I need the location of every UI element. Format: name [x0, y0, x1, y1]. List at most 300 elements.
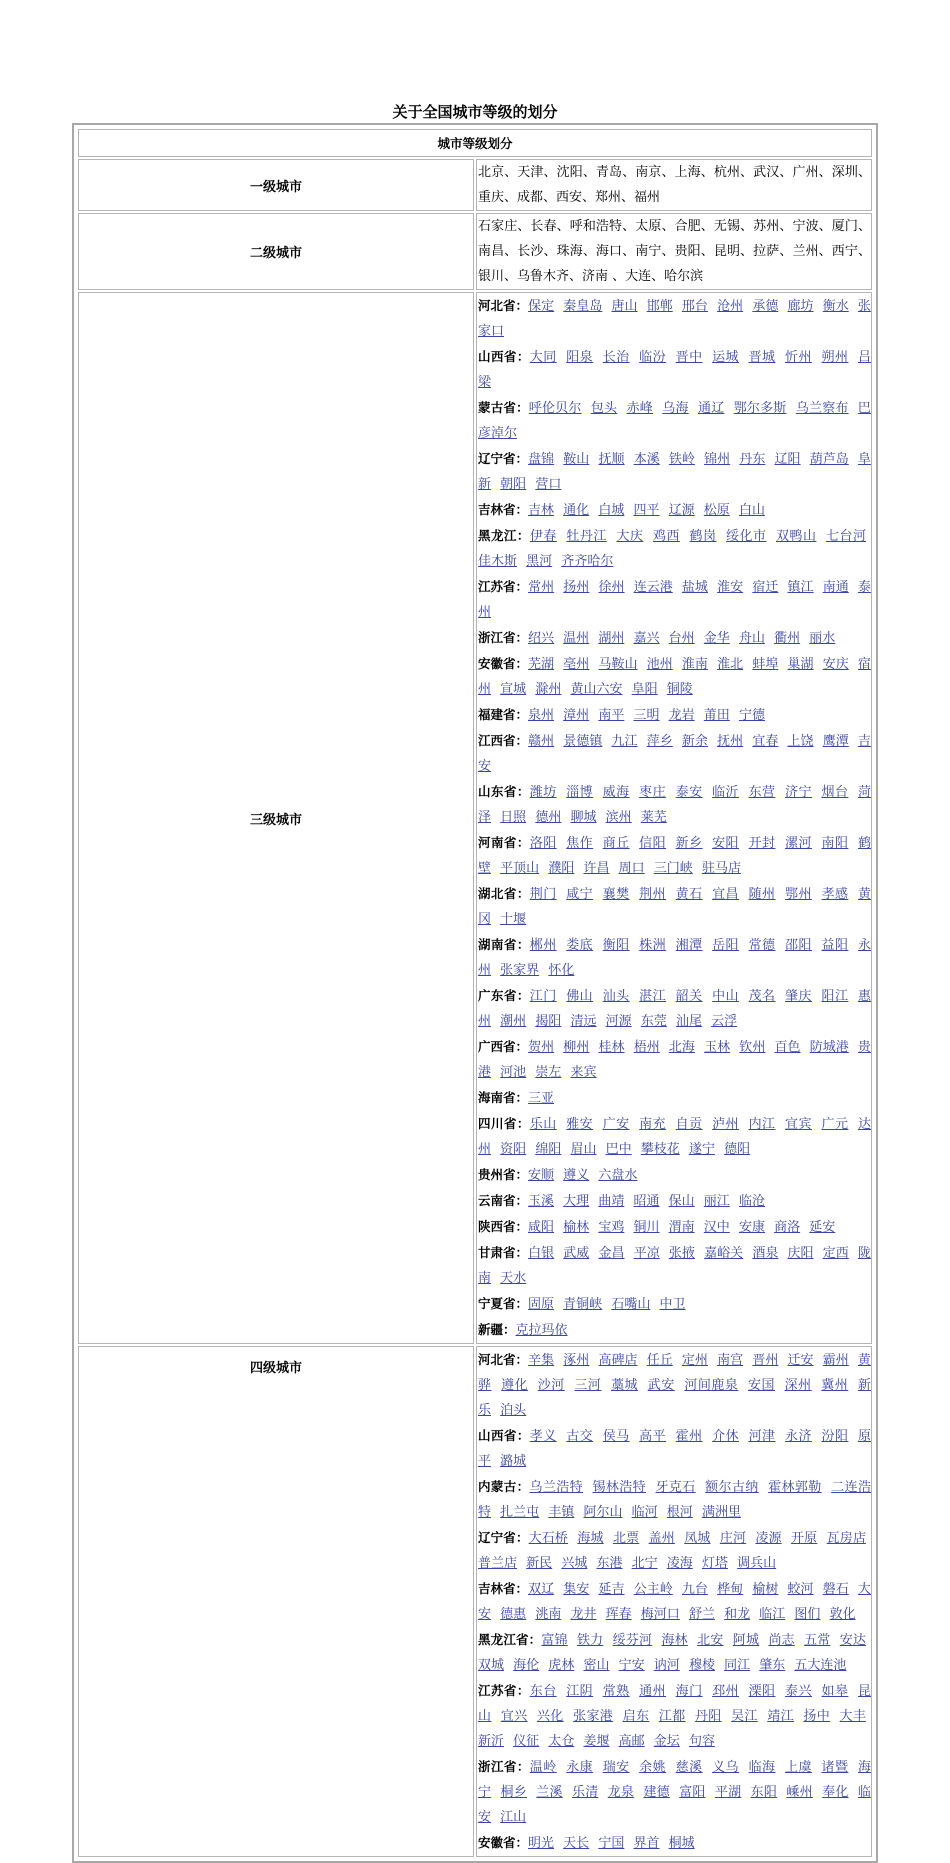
city-link[interactable]: 保定	[528, 299, 555, 314]
city-link[interactable]: 临江	[759, 1607, 786, 1622]
city-link[interactable]: 平湖	[714, 1785, 742, 1800]
city-link[interactable]: 启东	[622, 1709, 650, 1724]
city-link[interactable]: 商洛	[774, 1220, 801, 1235]
city-link[interactable]: 江阴	[566, 1684, 594, 1699]
city-link[interactable]: 邵阳	[785, 938, 812, 953]
city-link[interactable]: 随州	[748, 887, 776, 902]
city-link[interactable]: 安阳	[712, 836, 739, 851]
city-link[interactable]: 磐石	[822, 1582, 849, 1597]
city-link[interactable]: 蚌埠	[752, 657, 779, 672]
city-link[interactable]: 安顺	[528, 1168, 555, 1183]
city-link[interactable]: 高碑店	[598, 1353, 638, 1368]
city-link[interactable]: 平凉	[633, 1246, 660, 1261]
city-link[interactable]: 石嘴山	[611, 1297, 651, 1312]
city-link[interactable]: 桐乡	[500, 1785, 527, 1800]
city-link[interactable]: 鹰潭	[822, 734, 849, 749]
city-link[interactable]: 佛山	[566, 989, 594, 1004]
city-link[interactable]: 泉州	[528, 708, 555, 723]
city-link[interactable]: 五大连池	[794, 1658, 847, 1673]
city-link[interactable]: 葫芦岛	[809, 452, 849, 467]
city-link[interactable]: 大石桥	[528, 1531, 569, 1546]
city-link[interactable]: 临河	[631, 1505, 658, 1520]
city-link[interactable]: 铜川	[633, 1220, 660, 1235]
city-link[interactable]: 淮安	[717, 580, 744, 595]
city-link[interactable]: 冀州	[821, 1378, 849, 1393]
city-link[interactable]: 铁岭	[668, 452, 695, 467]
city-link[interactable]: 陇南	[478, 1246, 871, 1286]
city-link[interactable]: 防城港	[809, 1040, 849, 1055]
city-link[interactable]: 德惠	[500, 1607, 527, 1622]
city-link[interactable]: 咸宁	[566, 887, 594, 902]
city-link[interactable]: 乐清	[572, 1785, 599, 1800]
city-link[interactable]: 衡阳	[602, 938, 630, 953]
city-link[interactable]: 安达	[839, 1633, 866, 1648]
city-link[interactable]: 丰镇	[548, 1505, 575, 1520]
city-link[interactable]: 汕尾	[675, 1014, 702, 1029]
city-link[interactable]: 遂宁	[688, 1142, 715, 1157]
city-link[interactable]: 兰溪	[536, 1785, 563, 1800]
city-link[interactable]: 阿尔山	[583, 1505, 623, 1520]
city-link[interactable]: 天水	[500, 1271, 527, 1286]
city-link[interactable]: 黄山六安	[570, 682, 623, 697]
city-link[interactable]: 景德镇	[563, 734, 603, 749]
city-link[interactable]: 黄冈	[478, 887, 871, 927]
city-link[interactable]: 盘锦	[528, 452, 555, 467]
city-link[interactable]: 昆山	[478, 1684, 871, 1724]
city-link[interactable]: 榆树	[752, 1582, 779, 1597]
city-link[interactable]: 黄骅	[478, 1353, 871, 1393]
city-link[interactable]: 兴化	[536, 1709, 564, 1724]
city-link[interactable]: 青铜峡	[563, 1297, 603, 1312]
city-link[interactable]: 运城	[712, 350, 739, 365]
city-link[interactable]: 马鞍山	[598, 657, 638, 672]
city-link[interactable]: 沧州	[717, 299, 744, 314]
city-link[interactable]: 定西	[822, 1246, 849, 1261]
city-link[interactable]: 娄底	[566, 938, 594, 953]
city-link[interactable]: 高平	[639, 1429, 667, 1444]
city-link[interactable]: 湖州	[598, 631, 625, 646]
city-link[interactable]: 富阳	[679, 1785, 706, 1800]
city-link[interactable]: 晋城	[748, 350, 776, 365]
city-link[interactable]: 扬州	[563, 580, 590, 595]
city-link[interactable]: 姜堰	[583, 1734, 610, 1749]
city-link[interactable]: 鄂州	[785, 887, 812, 902]
city-link[interactable]: 灯塔	[701, 1556, 728, 1571]
city-link[interactable]: 新沂	[478, 1734, 505, 1749]
city-link[interactable]: 巴中	[605, 1142, 632, 1157]
city-link[interactable]: 东营	[748, 785, 776, 800]
city-link[interactable]: 凌海	[666, 1556, 693, 1571]
city-link[interactable]: 贵港	[478, 1040, 871, 1080]
city-link[interactable]: 牙克石	[655, 1480, 696, 1495]
city-link[interactable]: 中卫	[659, 1297, 686, 1312]
city-link[interactable]: 霍林郭勒	[768, 1480, 822, 1495]
city-link[interactable]: 二连浩特	[478, 1480, 871, 1520]
city-link[interactable]: 绥化市	[726, 529, 767, 544]
city-link[interactable]: 白城	[598, 503, 625, 518]
city-link[interactable]: 威海	[602, 785, 630, 800]
city-link[interactable]: 临安	[478, 1785, 871, 1825]
city-link[interactable]: 德阳	[724, 1142, 751, 1157]
city-link[interactable]: 江都	[658, 1709, 686, 1724]
city-link[interactable]: 河津	[748, 1429, 776, 1444]
city-link[interactable]: 龙泉	[607, 1785, 635, 1800]
city-link[interactable]: 清远	[570, 1014, 597, 1029]
city-link[interactable]: 北安	[697, 1633, 724, 1648]
city-link[interactable]: 张家口	[478, 299, 871, 339]
city-link[interactable]: 诸暨	[821, 1760, 849, 1775]
city-link[interactable]: 集安	[563, 1582, 590, 1597]
city-link[interactable]: 锦州	[704, 452, 731, 467]
city-link[interactable]: 昭通	[633, 1194, 660, 1209]
city-link[interactable]: 洛阳	[529, 836, 557, 851]
city-link[interactable]: 菏泽	[478, 785, 871, 825]
city-link[interactable]: 宜昌	[712, 887, 739, 902]
city-link[interactable]: 五常	[804, 1633, 831, 1648]
city-link[interactable]: 锡林浩特	[592, 1480, 647, 1495]
city-link[interactable]: 通辽	[698, 401, 725, 416]
city-link[interactable]: 新乐	[478, 1378, 871, 1418]
city-link[interactable]: 北票	[612, 1531, 640, 1546]
city-link[interactable]: 揭阳	[535, 1014, 562, 1029]
city-link[interactable]: 高邮	[618, 1734, 645, 1749]
city-link[interactable]: 侯马	[602, 1429, 630, 1444]
city-link[interactable]: 三亚	[528, 1091, 555, 1106]
city-link[interactable]: 广安	[602, 1117, 630, 1132]
city-link[interactable]: 衡水	[822, 299, 849, 314]
city-link[interactable]: 宁德	[738, 708, 765, 723]
city-link[interactable]: 双城	[478, 1658, 505, 1673]
city-link[interactable]: 霸州	[822, 1353, 849, 1368]
city-link[interactable]: 达州	[478, 1117, 871, 1157]
city-link[interactable]: 中山	[712, 989, 739, 1004]
city-link[interactable]: 德州	[535, 810, 562, 825]
city-link[interactable]: 瑞安	[602, 1760, 630, 1775]
city-link[interactable]: 岳阳	[712, 938, 739, 953]
city-link[interactable]: 桦甸	[717, 1582, 744, 1597]
city-link[interactable]: 武安	[647, 1378, 675, 1393]
city-link[interactable]: 朔州	[821, 350, 849, 365]
city-link[interactable]: 金昌	[598, 1246, 625, 1261]
city-link[interactable]: 梧州	[633, 1040, 660, 1055]
city-link[interactable]: 濮阳	[548, 861, 575, 876]
city-link[interactable]: 乌海	[662, 401, 689, 416]
city-link[interactable]: 南阳	[821, 836, 849, 851]
city-link[interactable]: 舟山	[738, 631, 765, 646]
city-link[interactable]: 潮州	[500, 1014, 527, 1029]
city-link[interactable]: 凤城	[684, 1531, 711, 1546]
city-link[interactable]: 黄石	[675, 887, 703, 902]
city-link[interactable]: 乐山	[529, 1117, 557, 1132]
city-link[interactable]: 湛江	[639, 989, 667, 1004]
city-link[interactable]: 鸡西	[652, 529, 680, 544]
city-link[interactable]: 唐山	[611, 299, 638, 314]
city-link[interactable]: 藁城	[611, 1378, 639, 1393]
city-link[interactable]: 宜宾	[785, 1117, 812, 1132]
city-link[interactable]: 荆州	[639, 887, 667, 902]
city-link[interactable]: 榆林	[563, 1220, 590, 1235]
city-link[interactable]: 温岭	[529, 1760, 557, 1775]
city-link[interactable]: 永州	[478, 938, 871, 978]
city-link[interactable]: 双辽	[528, 1582, 555, 1597]
city-link[interactable]: 台州	[668, 631, 695, 646]
city-link[interactable]: 安康	[738, 1220, 765, 1235]
city-link[interactable]: 佳木斯	[478, 554, 518, 569]
city-link[interactable]: 遵化	[501, 1378, 529, 1393]
city-link[interactable]: 临沂	[712, 785, 739, 800]
city-link[interactable]: 大丰	[839, 1709, 866, 1724]
city-link[interactable]: 界首	[633, 1836, 660, 1851]
city-link[interactable]: 仪征	[513, 1734, 540, 1749]
city-link[interactable]: 额尔古纳	[705, 1480, 759, 1495]
city-link[interactable]: 临海	[748, 1760, 776, 1775]
city-link[interactable]: 虎林	[548, 1658, 575, 1673]
city-link[interactable]: 呼伦贝尔	[528, 401, 582, 416]
city-link[interactable]: 保山	[668, 1194, 695, 1209]
city-link[interactable]: 常州	[528, 580, 555, 595]
city-link[interactable]: 开封	[748, 836, 776, 851]
city-link[interactable]: 舒兰	[688, 1607, 715, 1622]
city-link[interactable]: 汾阳	[821, 1429, 849, 1444]
city-link[interactable]: 南平	[598, 708, 625, 723]
city-link[interactable]: 眉山	[570, 1142, 597, 1157]
city-link[interactable]: 古交	[566, 1429, 594, 1444]
city-link[interactable]: 乌兰浩特	[529, 1480, 583, 1495]
city-link[interactable]: 大理	[563, 1194, 590, 1209]
city-link[interactable]: 邯郸	[646, 299, 673, 314]
city-link[interactable]: 永康	[566, 1760, 594, 1775]
city-link[interactable]: 周口	[618, 861, 645, 876]
city-link[interactable]: 许昌	[583, 861, 610, 876]
city-link[interactable]: 徐州	[598, 580, 625, 595]
city-link[interactable]: 驻马店	[701, 861, 741, 876]
city-link[interactable]: 崇左	[535, 1065, 562, 1080]
city-link[interactable]: 滨州	[605, 810, 632, 825]
city-link[interactable]: 敦化	[829, 1607, 856, 1622]
city-link[interactable]: 和龙	[724, 1607, 751, 1622]
city-link[interactable]: 钦州	[739, 1040, 766, 1055]
city-link[interactable]: 莆田	[703, 708, 730, 723]
city-link[interactable]: 太仓	[548, 1734, 575, 1749]
city-link[interactable]: 酒泉	[752, 1246, 779, 1261]
city-link[interactable]: 张掖	[668, 1246, 695, 1261]
city-link[interactable]: 大同	[529, 350, 557, 365]
city-link[interactable]: 云浮	[711, 1014, 738, 1029]
city-link[interactable]: 漳州	[563, 708, 590, 723]
city-link[interactable]: 广元	[821, 1117, 849, 1132]
city-link[interactable]: 海林	[661, 1633, 688, 1648]
city-link[interactable]: 海门	[675, 1684, 703, 1699]
city-link[interactable]: 萍乡	[646, 734, 673, 749]
city-link[interactable]: 延吉	[598, 1582, 625, 1597]
city-link[interactable]: 凌源	[755, 1531, 782, 1546]
city-link[interactable]: 庄河	[719, 1531, 747, 1546]
city-link[interactable]: 丽水	[809, 631, 836, 646]
city-link[interactable]: 临沧	[738, 1194, 765, 1209]
city-link[interactable]: 吕梁	[478, 350, 871, 390]
city-link[interactable]: 新乡	[675, 836, 703, 851]
city-link[interactable]: 绍兴	[528, 631, 555, 646]
city-link[interactable]: 鹤岗	[689, 529, 717, 544]
city-link[interactable]: 襄樊	[602, 887, 630, 902]
city-link[interactable]: 铁力	[577, 1633, 604, 1648]
city-link[interactable]: 本溪	[633, 452, 660, 467]
city-link[interactable]: 阜阳	[631, 682, 658, 697]
city-link[interactable]: 荆门	[529, 887, 557, 902]
city-link[interactable]: 鞍山	[563, 452, 590, 467]
city-link[interactable]: 营口	[535, 477, 562, 492]
city-link[interactable]: 信阳	[639, 836, 667, 851]
city-link[interactable]: 枣庄	[639, 785, 667, 800]
city-link[interactable]: 九台	[681, 1582, 708, 1597]
city-link[interactable]: 任丘	[646, 1353, 673, 1368]
city-link[interactable]: 扬中	[803, 1709, 831, 1724]
city-link[interactable]: 根河	[666, 1505, 693, 1520]
city-link[interactable]: 辽源	[668, 503, 695, 518]
city-link[interactable]: 孝感	[821, 887, 849, 902]
city-link[interactable]: 公主岭	[633, 1582, 673, 1597]
city-link[interactable]: 乌兰察布	[795, 401, 849, 416]
city-link[interactable]: 邳州	[712, 1684, 739, 1699]
city-link[interactable]: 镇江	[787, 580, 814, 595]
city-link[interactable]: 吉林	[528, 503, 555, 518]
city-link[interactable]: 通化	[563, 503, 590, 518]
city-link[interactable]: 济宁	[785, 785, 812, 800]
city-link[interactable]: 河间鹿泉	[684, 1378, 739, 1393]
city-link[interactable]: 汕头	[602, 989, 630, 1004]
city-link[interactable]: 九江	[611, 734, 638, 749]
city-link[interactable]: 慈溪	[675, 1760, 703, 1775]
city-link[interactable]: 调兵山	[737, 1556, 777, 1571]
city-link[interactable]: 嘉峪关	[704, 1246, 744, 1261]
city-link[interactable]: 富锦	[541, 1633, 568, 1648]
city-link[interactable]: 泊头	[500, 1403, 527, 1418]
city-link[interactable]: 海伦	[513, 1658, 540, 1673]
city-link[interactable]: 迁安	[787, 1353, 814, 1368]
city-link[interactable]: 明光	[528, 1836, 555, 1851]
city-link[interactable]: 漯河	[785, 836, 812, 851]
city-link[interactable]: 辛集	[528, 1353, 555, 1368]
city-link[interactable]: 松原	[703, 503, 730, 518]
city-link[interactable]: 丹东	[739, 452, 766, 467]
city-link[interactable]: 淮南	[681, 657, 708, 672]
city-link[interactable]: 承德	[752, 299, 779, 314]
city-link[interactable]: 珲春	[605, 1607, 632, 1622]
city-link[interactable]: 新余	[681, 734, 708, 749]
city-link[interactable]: 攀枝花	[640, 1142, 680, 1157]
city-link[interactable]: 阿城	[732, 1633, 760, 1648]
city-link[interactable]: 平顶山	[500, 861, 540, 876]
city-link[interactable]: 吴江	[731, 1709, 758, 1724]
city-link[interactable]: 梅河口	[640, 1607, 680, 1622]
city-link[interactable]: 东阳	[750, 1785, 778, 1800]
city-link[interactable]: 曲靖	[598, 1194, 625, 1209]
city-link[interactable]: 白山	[738, 503, 765, 518]
city-link[interactable]: 六盘水	[598, 1168, 638, 1183]
city-link[interactable]: 鄂尔多斯	[733, 401, 787, 416]
city-link[interactable]: 来宾	[570, 1065, 597, 1080]
city-link[interactable]: 深州	[784, 1378, 812, 1393]
city-link[interactable]: 金华	[703, 631, 730, 646]
city-link[interactable]: 武威	[563, 1246, 590, 1261]
city-link[interactable]: 南通	[822, 580, 849, 595]
city-link[interactable]: 齐齐哈尔	[561, 554, 614, 569]
city-link[interactable]: 北海	[668, 1040, 695, 1055]
city-link[interactable]: 大庆	[616, 529, 644, 544]
city-link[interactable]: 衢州	[774, 631, 801, 646]
city-link[interactable]: 常德	[748, 938, 776, 953]
city-link[interactable]: 海宁	[478, 1760, 871, 1800]
city-link[interactable]: 池州	[646, 657, 673, 672]
city-link[interactable]: 北宁	[631, 1556, 658, 1571]
city-link[interactable]: 沙河	[537, 1378, 565, 1393]
city-link[interactable]: 芜湖	[528, 657, 555, 672]
city-link[interactable]: 宿州	[478, 657, 871, 697]
city-link[interactable]: 大安	[478, 1582, 871, 1622]
city-link[interactable]: 建德	[643, 1785, 670, 1800]
city-link[interactable]: 阳江	[821, 989, 849, 1004]
city-link[interactable]: 焦作	[566, 836, 594, 851]
city-link[interactable]: 日照	[500, 810, 527, 825]
city-link[interactable]: 亳州	[563, 657, 590, 672]
city-link[interactable]: 阳泉	[566, 350, 594, 365]
city-link[interactable]: 密山	[583, 1658, 610, 1673]
city-link[interactable]: 铜陵	[666, 682, 693, 697]
city-link[interactable]: 三明	[633, 708, 660, 723]
city-link[interactable]: 常熟	[602, 1684, 630, 1699]
city-link[interactable]: 惠州	[478, 989, 871, 1029]
city-link[interactable]: 资阳	[500, 1142, 527, 1157]
city-link[interactable]: 宝鸡	[598, 1220, 625, 1235]
city-link[interactable]: 百色	[774, 1040, 801, 1055]
city-link[interactable]: 泸州	[712, 1117, 739, 1132]
city-link[interactable]: 玉林	[704, 1040, 731, 1055]
city-link[interactable]: 洮南	[535, 1607, 562, 1622]
city-link[interactable]: 朝阳	[500, 477, 527, 492]
city-link[interactable]: 上饶	[787, 734, 814, 749]
city-link[interactable]: 定州	[681, 1353, 708, 1368]
city-link[interactable]: 温州	[563, 631, 590, 646]
city-link[interactable]: 绵阳	[535, 1142, 562, 1157]
city-link[interactable]: 奉化	[822, 1785, 849, 1800]
city-link[interactable]: 江门	[529, 989, 557, 1004]
city-link[interactable]: 巴彦淖尔	[478, 401, 871, 441]
city-link[interactable]: 肇东	[759, 1658, 786, 1673]
city-link[interactable]: 十堰	[500, 912, 527, 927]
city-link[interactable]: 三河	[574, 1378, 602, 1393]
city-link[interactable]: 霍州	[675, 1429, 703, 1444]
city-link[interactable]: 句容	[688, 1734, 715, 1749]
city-link[interactable]: 丽江	[703, 1194, 730, 1209]
city-link[interactable]: 盐城	[681, 580, 708, 595]
city-link[interactable]: 宜春	[752, 734, 779, 749]
city-link[interactable]: 南宫	[717, 1353, 744, 1368]
city-link[interactable]: 柳州	[563, 1040, 590, 1055]
city-link[interactable]: 白银	[528, 1246, 555, 1261]
city-link[interactable]: 黑河	[526, 554, 553, 569]
city-link[interactable]: 绥芬河	[612, 1633, 653, 1648]
city-link[interactable]: 上虞	[785, 1760, 812, 1775]
city-link[interactable]: 双鸭山	[776, 529, 817, 544]
city-link[interactable]: 东莞	[640, 1014, 667, 1029]
city-link[interactable]: 潞城	[500, 1454, 527, 1469]
city-link[interactable]: 东港	[596, 1556, 623, 1571]
city-link[interactable]: 雅安	[566, 1117, 594, 1132]
city-link[interactable]: 盖州	[648, 1531, 675, 1546]
city-link[interactable]: 张家港	[573, 1709, 614, 1724]
city-link[interactable]: 龙井	[570, 1607, 597, 1622]
city-link[interactable]: 河池	[500, 1065, 527, 1080]
